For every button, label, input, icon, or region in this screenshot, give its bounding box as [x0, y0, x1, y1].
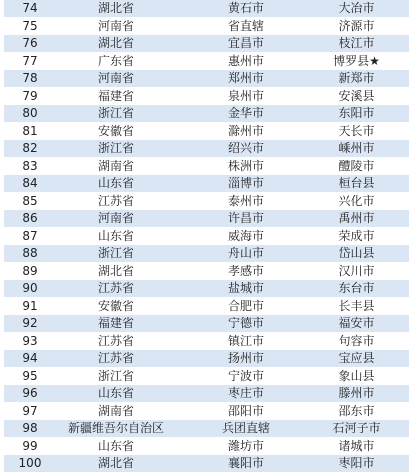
city-cell: 盐城市: [176, 280, 316, 298]
ranking-table-body: [4, 0, 409, 472]
table-row: [4, 402, 409, 420]
city-cell: 宜昌市: [176, 35, 316, 53]
rank-cell: 89: [4, 262, 56, 280]
county-cell: 博罗县★: [316, 52, 409, 70]
county-cell: 象山县: [316, 367, 409, 385]
county-cell: 大冶市: [316, 0, 409, 17]
province-cell: 江苏省: [56, 192, 176, 210]
county-cell: 天长市: [316, 122, 409, 140]
province-cell: 湖南省: [56, 157, 176, 175]
rank-cell: 98: [4, 420, 56, 438]
province-cell: 浙江省: [56, 245, 176, 263]
province-cell: 江苏省: [56, 332, 176, 350]
province-cell: 浙江省: [56, 105, 176, 123]
city-cell: 宁波市: [176, 367, 316, 385]
city-cell: 滁州市: [176, 122, 316, 140]
city-cell: 兵团直辖: [176, 420, 316, 438]
table-row: [4, 105, 409, 123]
province-cell: 安徽省: [56, 122, 176, 140]
rank-cell: 97: [4, 402, 56, 420]
rank-cell: 87: [4, 227, 56, 245]
province-cell: 湖南省: [56, 402, 176, 420]
province-cell: 山东省: [56, 385, 176, 403]
county-cell: 枝江市: [316, 35, 409, 53]
city-cell: 惠州市: [176, 52, 316, 70]
rank-cell: 95: [4, 367, 56, 385]
table-row: [4, 70, 409, 88]
table-row: [4, 192, 409, 210]
county-cell: 诸城市: [316, 437, 409, 455]
province-cell: 浙江省: [56, 367, 176, 385]
county-cell: 东阳市: [316, 105, 409, 123]
province-cell: 山东省: [56, 227, 176, 245]
county-cell: 石河子市: [316, 420, 409, 438]
city-cell: 株洲市: [176, 157, 316, 175]
city-cell: 潍坊市: [176, 437, 316, 455]
city-cell: 孝感市: [176, 262, 316, 280]
county-cell: 岱山县: [316, 245, 409, 263]
rank-cell: 85: [4, 192, 56, 210]
rank-cell: 100: [4, 455, 56, 473]
table-row: [4, 297, 409, 315]
table-row: [4, 315, 409, 333]
rank-cell: 99: [4, 437, 56, 455]
table-row: [4, 332, 409, 350]
city-cell: 许昌市: [176, 210, 316, 228]
county-cell: 嵊州市: [316, 140, 409, 158]
county-ranking-table: [4, 0, 409, 473]
rank-cell: 84: [4, 175, 56, 193]
table-row: [4, 87, 409, 105]
city-cell: 威海市: [176, 227, 316, 245]
rank-cell: 75: [4, 17, 56, 35]
county-cell: 禹州市: [316, 210, 409, 228]
table-row: [4, 437, 409, 455]
province-cell: 湖北省: [56, 0, 176, 17]
county-cell: 荣成市: [316, 227, 409, 245]
province-cell: 河南省: [56, 210, 176, 228]
table-row: [4, 157, 409, 175]
rank-cell: 90: [4, 280, 56, 298]
rank-cell: 94: [4, 350, 56, 368]
city-cell: 金华市: [176, 105, 316, 123]
city-cell: 扬州市: [176, 350, 316, 368]
province-cell: 福建省: [56, 315, 176, 333]
rank-cell: 79: [4, 87, 56, 105]
province-cell: 福建省: [56, 87, 176, 105]
rank-cell: 80: [4, 105, 56, 123]
province-cell: 湖北省: [56, 455, 176, 473]
county-ranking-sheet: [4, 0, 409, 471]
county-cell: 滕州市: [316, 385, 409, 403]
city-cell: 黄石市: [176, 0, 316, 17]
rank-cell: 93: [4, 332, 56, 350]
county-cell: 宝应县: [316, 350, 409, 368]
province-cell: 广东省: [56, 52, 176, 70]
rank-cell: 96: [4, 385, 56, 403]
province-cell: 浙江省: [56, 140, 176, 158]
city-cell: 邵阳市: [176, 402, 316, 420]
rank-cell: 81: [4, 122, 56, 140]
rank-cell: 76: [4, 35, 56, 53]
city-cell: 襄阳市: [176, 455, 316, 473]
county-cell: 桓台县: [316, 175, 409, 193]
table-row: [4, 455, 409, 473]
table-row: [4, 280, 409, 298]
province-cell: 河南省: [56, 17, 176, 35]
county-cell: 长丰县: [316, 297, 409, 315]
rank-cell: 91: [4, 297, 56, 315]
city-cell: 省直辖: [176, 17, 316, 35]
city-cell: 舟山市: [176, 245, 316, 263]
rank-cell: 92: [4, 315, 56, 333]
province-cell: 江苏省: [56, 280, 176, 298]
province-cell: 湖北省: [56, 35, 176, 53]
county-cell: 新郑市: [316, 70, 409, 88]
city-cell: 镇江市: [176, 332, 316, 350]
county-cell: 汉川市: [316, 262, 409, 280]
table-row: [4, 262, 409, 280]
county-cell: 福安市: [316, 315, 409, 333]
province-cell: 江苏省: [56, 350, 176, 368]
table-row: [4, 140, 409, 158]
province-cell: 新疆维吾尔自治区: [56, 420, 176, 438]
province-cell: 山东省: [56, 175, 176, 193]
county-cell: 邵东市: [316, 402, 409, 420]
city-cell: 郑州市: [176, 70, 316, 88]
county-cell: 东台市: [316, 280, 409, 298]
rank-cell: 86: [4, 210, 56, 228]
county-cell: 醴陵市: [316, 157, 409, 175]
city-cell: 绍兴市: [176, 140, 316, 158]
city-cell: 淄博市: [176, 175, 316, 193]
rank-cell: 88: [4, 245, 56, 263]
county-cell: 安溪县: [316, 87, 409, 105]
table-row: [4, 420, 409, 438]
table-row: [4, 350, 409, 368]
table-row: [4, 0, 409, 17]
table-row: [4, 175, 409, 193]
province-cell: 山东省: [56, 437, 176, 455]
rank-cell: 77: [4, 52, 56, 70]
rank-cell: 78: [4, 70, 56, 88]
table-row: [4, 210, 409, 228]
county-cell: 枣阳市: [316, 455, 409, 473]
table-row: [4, 227, 409, 245]
county-cell: 济源市: [316, 17, 409, 35]
province-cell: 安徽省: [56, 297, 176, 315]
table-row: [4, 122, 409, 140]
table-row: [4, 385, 409, 403]
table-row: [4, 52, 409, 70]
city-cell: 合肥市: [176, 297, 316, 315]
city-cell: 泉州市: [176, 87, 316, 105]
table-row: [4, 17, 409, 35]
city-cell: 宁德市: [176, 315, 316, 333]
rank-cell: 83: [4, 157, 56, 175]
county-cell: 兴化市: [316, 192, 409, 210]
county-cell: 句容市: [316, 332, 409, 350]
province-cell: 河南省: [56, 70, 176, 88]
table-row: [4, 245, 409, 263]
table-row: [4, 367, 409, 385]
rank-cell: 74: [4, 0, 56, 17]
city-cell: 泰州市: [176, 192, 316, 210]
city-cell: 枣庄市: [176, 385, 316, 403]
rank-cell: 82: [4, 140, 56, 158]
province-cell: 湖北省: [56, 262, 176, 280]
table-row: [4, 35, 409, 53]
